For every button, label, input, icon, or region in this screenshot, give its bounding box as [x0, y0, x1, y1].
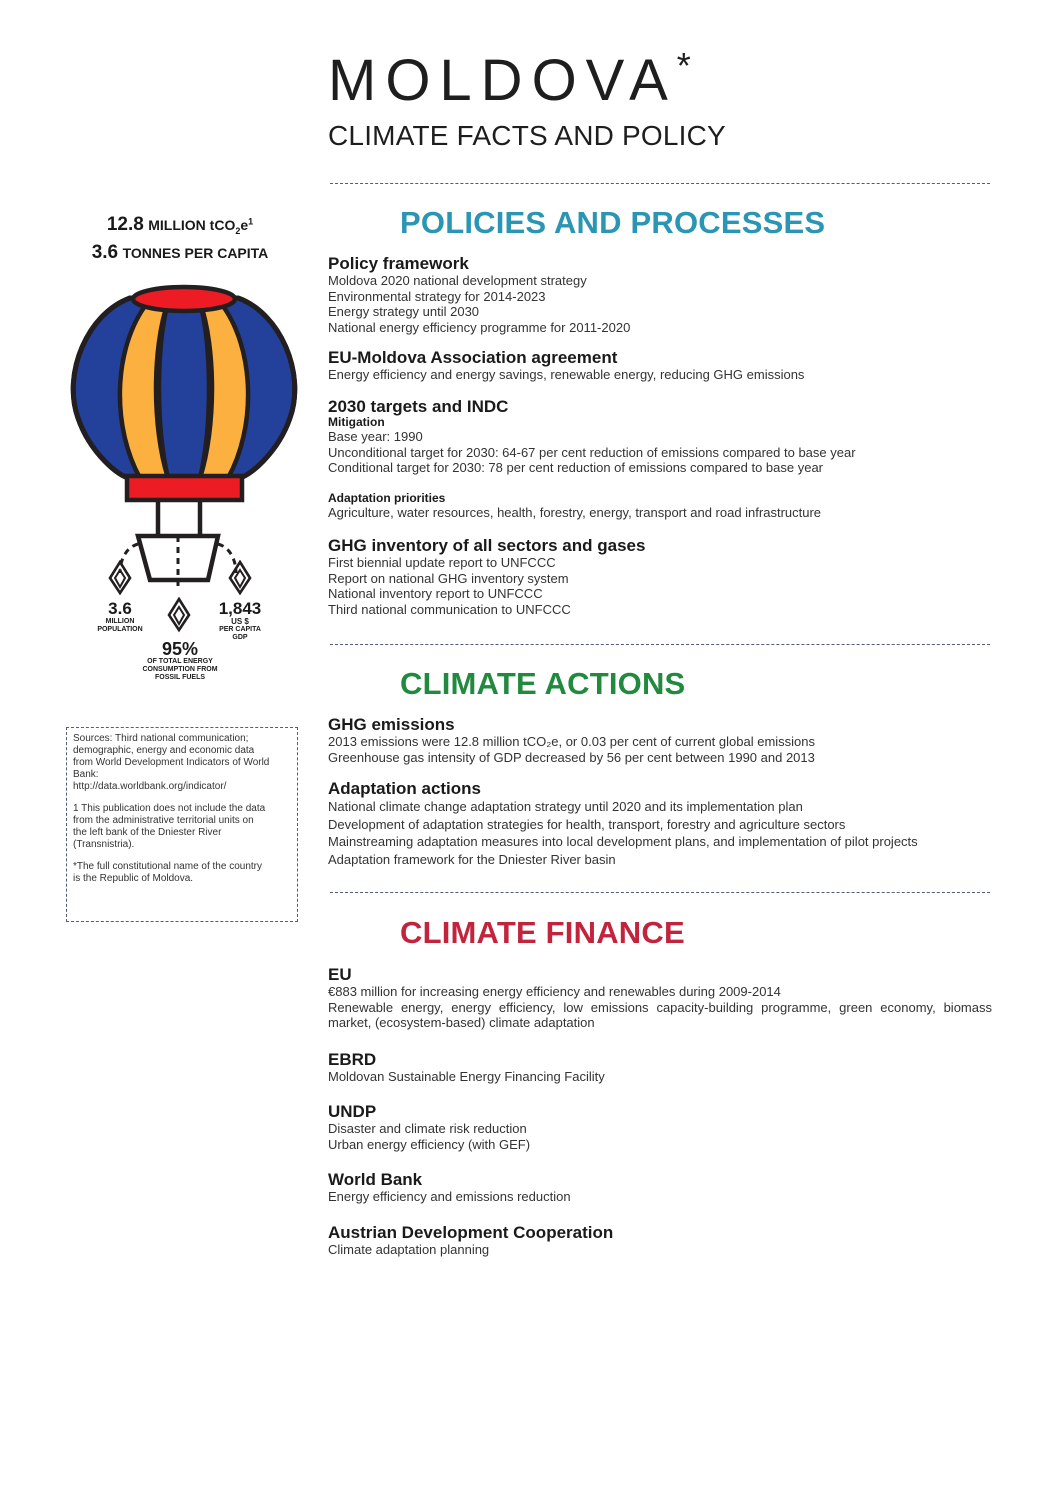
block-heading: 2030 targets and INDC [328, 397, 509, 416]
footnote-1: 1 This publication does not include the data from the administrative territorial units on the left bank of the Dniester River (Transnistria). [73, 803, 266, 850]
targets-block: 2030 targets and INDC Mitigation Base year: 1990 Unconditional target for 2030: 64-67 per cent reduction of emissions compared to base year Conditional target for 2030: 78 per cent reduction of emissions compared to base year Adaptation priorities Agriculture, water resources, health, forestry, energy, transport and road infrastructure [328, 398, 992, 520]
divider [330, 183, 990, 184]
block-heading: EU-Moldova Association agreement [328, 348, 618, 367]
block-heading: EBRD [328, 1050, 377, 1069]
gdp-stat: 1,843 US $ PER CAPITA GDP [218, 599, 262, 641]
adaptation-priorities-label: Adaptation priorities [328, 490, 446, 505]
divider [330, 644, 990, 645]
balloon-illustration [60, 278, 310, 588]
section-title-finance: CLIMATE FINANCE [400, 915, 685, 950]
finance-world-bank-block: World Bank Energy efficiency and emissions reduction [328, 1171, 992, 1205]
drop-icon [106, 560, 134, 596]
block-heading: Adaptation actions [328, 779, 482, 798]
sources-text: Sources: Third national communication; demographic, energy and economic data from World Development Indicators of World Bank: http://data.worldbank.org/indicator/ [73, 733, 270, 792]
page-subtitle: CLIMATE FACTS AND POLICY [328, 120, 726, 151]
section-title-policies: POLICIES AND PROCESSES [400, 205, 826, 240]
population-stat: 3.6 MILLION POPULATION [97, 599, 143, 633]
emissions-unit: MILLION $tCO_2e^1$ [148, 216, 254, 236]
balloon-top-opening [133, 287, 235, 311]
balloon-skirt [127, 476, 242, 500]
fossil-fuels-stat: 95% OF TOTAL ENERGY CONSUMPTION FROM FOSSIL FUELS [142, 639, 218, 681]
section-title-actions: CLIMATE ACTIONS [400, 666, 686, 701]
block-heading: UNDP [328, 1102, 377, 1121]
emissions-stat: 12.8 MILLION $tCO_2e^1$ [106, 214, 254, 236]
eu-agreement-block: EU-Moldova Association agreement Energy efficiency and energy savings, renewable energy, reducing GHG emissions [328, 349, 992, 383]
ghg-inventory-block: GHG inventory of all sectors and gases First biennial update report to UNFCCC Report on national GHG inventory system National inventory report to UNFCCC Third national communication to UNFCCC [328, 537, 992, 617]
policy-framework-block: Policy framework Moldova 2020 national development strategy Environmental strategy for 2014-2023 Energy strategy until 2030 National energy efficiency programme for 2011-2020 [328, 255, 992, 335]
block-heading: GHG inventory of all sectors and gases [328, 536, 646, 555]
title-asterisk: * [676, 45, 691, 86]
adaptation-actions-block: Adaptation actions National climate change adaptation strategy until 2020 and its implementation plan Development of adaptation strategies for health, transport, forestry and agriculture sectors Mainstreaming adaptation measures into local development plans, and implementation of pilot projects Adaptation framework for the Dniester River basin [328, 780, 992, 868]
block-heading: GHG emissions [328, 715, 455, 734]
ghg-emissions-block: GHG emissions 2013 emissions were 12.8 million tCO₂e, or 0.03 per cent of current global emissions Greenhouse gas intensity of GDP decreased by 56 per cent between 1990 and 2013 [328, 716, 992, 765]
block-heading: Austrian Development Cooperation [328, 1223, 614, 1242]
finance-eu-block: EU €883 million for increasing energy efficiency and renewables during 2009-2014 Renewable energy, energy efficiency, low emissions capacity-building programme, green economy, biomass market, (ecosystem-based) climate adaptation [328, 965, 992, 1030]
drop-icon [165, 597, 193, 633]
mitigation-label: Mitigation [328, 415, 385, 429]
block-heading: World Bank [328, 1170, 423, 1189]
drop-icon [226, 560, 254, 596]
balloon-envelope [73, 298, 295, 478]
page-title: MOLDOVA* [328, 45, 691, 113]
per-capita-stat: 3.6 TONNES PER CAPITA [91, 242, 269, 263]
finance-austrian-block: Austrian Development Cooperation Climate adaptation planning [328, 1224, 992, 1258]
sources-box [66, 727, 298, 922]
finance-undp-block: UNDP Disaster and climate risk reduction Urban energy efficiency (with GEF) [328, 1103, 992, 1152]
footnote-asterisk: *The full constitutional name of the country is the Republic of Moldova. [73, 861, 262, 884]
sources-link[interactable]: http://data.worldbank.org/indicator/ [73, 781, 227, 792]
divider [330, 892, 990, 893]
finance-ebrd-block: EBRD Moldovan Sustainable Energy Financing Facility [328, 1051, 992, 1085]
block-heading: EU [328, 965, 352, 984]
block-heading: Policy framework [328, 254, 469, 273]
